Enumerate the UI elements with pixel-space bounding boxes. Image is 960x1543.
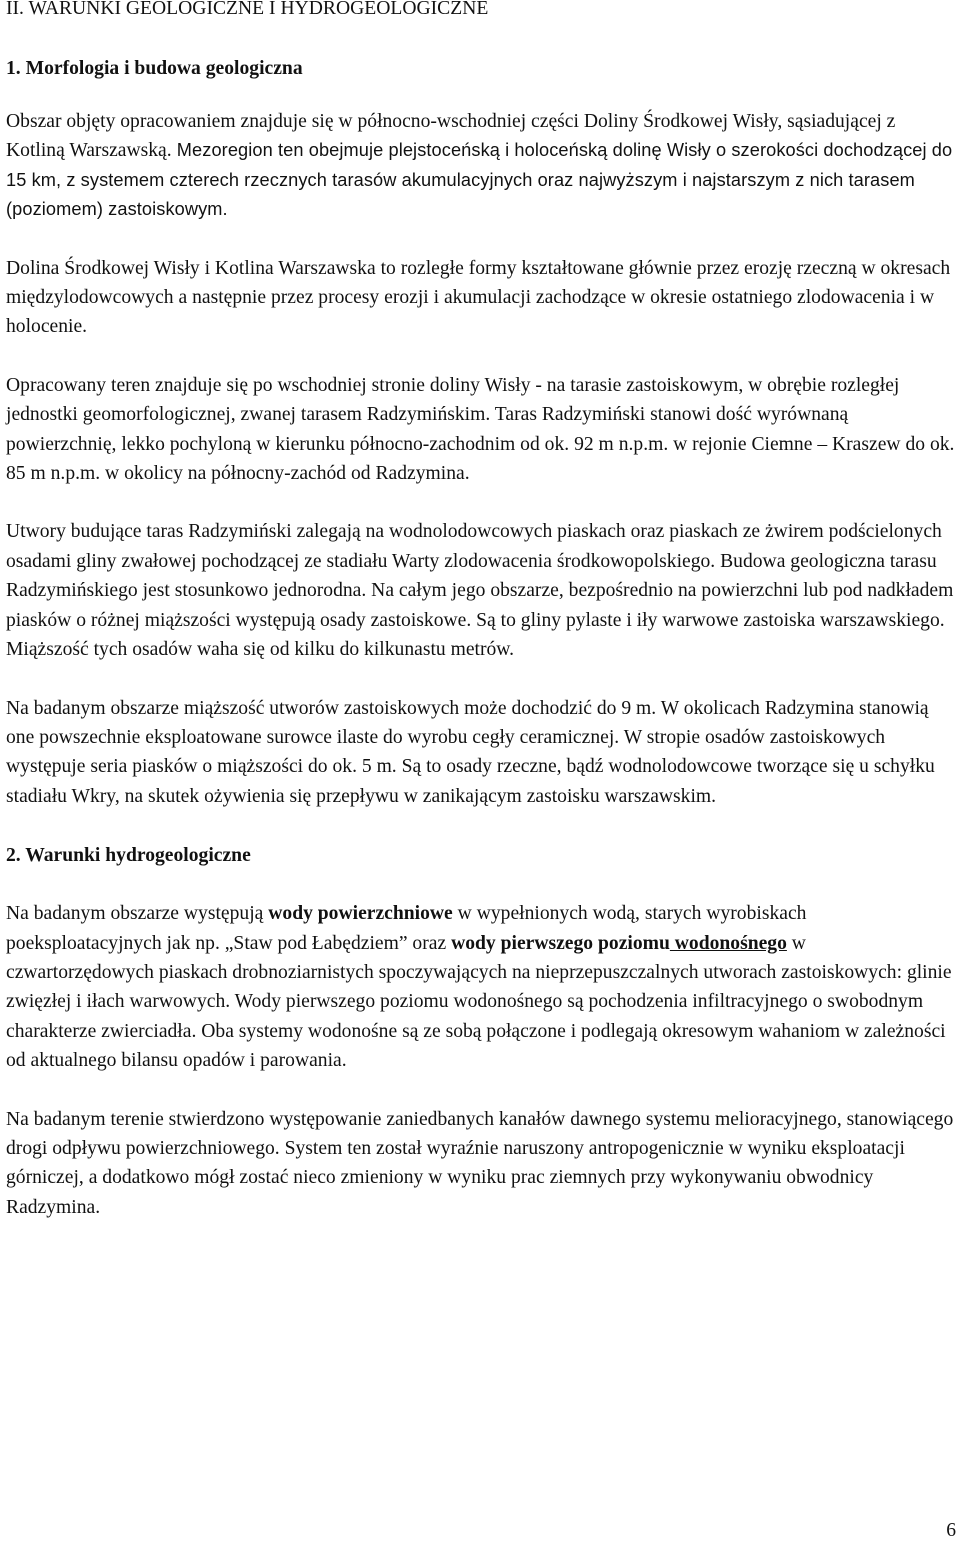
paragraph-drainage: Na badanym terenie stwierdzono występowanie zaniedbanych kanałów dawnego systemu melioracyjnego, stanowiącego drogi odpływu powierzchniowego. System ten został wyraźnie naruszony antropogenicznie w wyniku eksploatacji górniczej, a dodatkowo mógł zostać nieco zmieniony w wyniku prac ziemnych przy wykonywaniu obwodnicy Radzymina. (6, 1108, 954, 1218)
paragraph-location (6, 107, 956, 225)
waters-text-2: w wypełnionych wodą, starych wyrobiskach poeksploatacyjnych jak np. „Staw pod Łabędziem” oraz (6, 903, 807, 954)
paragraph-valley-origin: Dolina Środkowej Wisły i Kotlina Warszawska to rozległe formy kształtowane głównie przez erozję rzeczną w okresach międzylodowcowych a następnie przez procesy erozji i akumulacji zachodzące w okresie ostatniego zlodowacenia i w holocenie. (6, 257, 951, 338)
paragraph-terrace: Opracowany teren znajduje się po wschodniej stronie doliny Wisły - na tarasie zastoiskowym, w obrębie rozległej jednostki geomorfologicznej, zwanej tarasem Radzymińskim. Taras Radzymiński stanowi dość wyrównaną powierzchnię, lekko pochyloną w kierunku północno-zachodnim od ok. 92 m n.p.m. w rejonie Ciemne – Kraszew do ok. 85 m n.p.m. w okolicy na północny-zachód od Radzymina. (6, 374, 955, 485)
waters-bold-first-level: wody pierwszego poziomu (451, 932, 670, 954)
waters-text-1: Na badanym obszarze występują (6, 903, 269, 925)
paragraph-thickness: Na badanym obszarze miąższość utworów zastoiskowych może dochodzić do 9 m. W okolicach Radzymina stanowią one powszechnie eksploatowane surowce ilaste do wyrobu cegły ceramicznej. W stropie osadów zastoiskowych występuje seria piasków o miąższości do ok. 5 m. Są to osady rzeczne, bądź wodnolodowcowe tworzące się u schyłku stadiału Wkry, na skutek ożywienia się przepływu w zanikającym zastoisku warszawskim. (6, 697, 935, 807)
chapter-title: II. WARUNKI GEOLOGICZNE I HYDROGEOLOGICZNE (6, 0, 489, 19)
paragraph-waters (6, 899, 956, 1075)
section-title-morphology: 1. Morfologia i budowa geologiczna (6, 58, 303, 79)
paragraph-location-part-a: Obszar objęty opracowaniem znajduje się w północno-wschodniej części Doliny Środkowej Wisły, sąsiadującej z Kotliną Warszawską. (6, 111, 896, 162)
page-number: 6 (946, 1520, 956, 1541)
waters-text-3: w czwartorzędowych piaskach drobnoziarnistych spoczywających na nieprzepuszczalnych utworach zastoiskowych: glinie zwięzłej i iłach warwowych. Wody pierwszego poziomu wodonośnego są pochodzenia infiltracyjnego o swobodnym charakterze zwierciadła. Oba systemy wodonośne są ze sobą połączone i podlegają okresowym wahaniom w zależności od aktualnego bilansu opadów i parowania. (6, 932, 952, 1072)
paragraph-location-part-b: Mezoregion ten obejmuje plejstoceńską i holoceńską dolinę Wisły o szerokości dochodzącej do 15 km, z systemem czterech rzecznych tarasów akumulacyjnych oraz najwyższym i najstarszym z nich tarasem (poziomem) zastoiskowym. (6, 140, 953, 220)
waters-bold-surface: wody powierzchniowe (268, 903, 453, 925)
document-page (6, 0, 956, 1222)
paragraph-deposits: Utwory budujące taras Radzymiński zalegają na wodnolodowcowych piaskach oraz piaskach ze żwirem podścielonych osadami gliny zwałowej pochodzącej ze stadiału Warty zlodowacenia środkowopolskiego. Budowa geologiczna tarasu Radzymińskiego jest stosunkowo jednorodna. Na całym jego obszarze, bezpośrednio na powierzchni lub pod nadkładem piasków o różnej miąższości występują osady zastoiskowe. Są to gliny pylaste i iły warwowe zastoiska warszawskiego. Miąższość tych osadów waha się od kilku do kilkunastu metrów. (6, 521, 954, 661)
waters-bold-aquifer: wodonośnego (669, 932, 787, 954)
section-title-hydrogeology: 2. Warunki hydrogeologiczne (6, 845, 251, 867)
